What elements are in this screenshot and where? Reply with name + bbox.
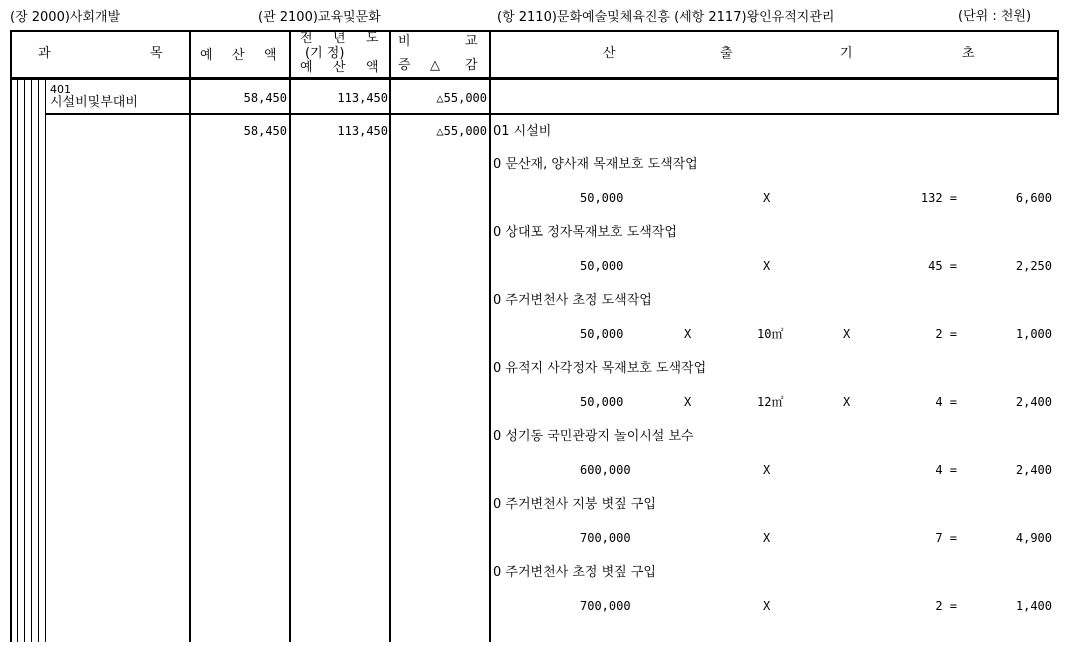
col-divider-2 (289, 30, 291, 642)
item-multiply-2: X (843, 395, 851, 409)
header-bottom-border (10, 77, 1058, 80)
header-basis-2: 출 (720, 46, 733, 61)
header-prev-top-2: 년 (333, 31, 346, 46)
header-prev-bot-3: 액 (366, 60, 379, 75)
tree-line-4 (38, 80, 39, 642)
col-divider-3 (389, 30, 391, 642)
col-divider-4 (489, 30, 491, 642)
tree-line-5 (45, 80, 46, 642)
item-total: 1,000 (1015, 327, 1052, 341)
row1-budget: 58,450 (243, 91, 287, 105)
item-title: 0 유적지 사각정자 목재보호 도색작업 (493, 361, 707, 376)
header-change-1: 증 (398, 58, 411, 73)
item-multiply: X (763, 191, 771, 205)
header-prev-top-1: 전 (300, 31, 313, 46)
row1-code: 401 (50, 83, 71, 96)
row1-bottom-border (45, 113, 1058, 115)
header-prev-top-3: 도 (366, 31, 379, 46)
item-quantity: 4 = (935, 395, 957, 409)
item-quantity: 4 = (935, 463, 957, 477)
item-total: 2,400 (1015, 463, 1052, 477)
table-right-border (1057, 30, 1059, 80)
header-prev-bot-1: 예 (300, 60, 313, 75)
item-unit-price: 600,000 (580, 463, 631, 477)
header-budget-3: 액 (264, 48, 277, 63)
item-area: 12㎡ (757, 395, 784, 409)
item-quantity: 45 = (928, 259, 957, 273)
item-multiply-1: X (684, 327, 692, 341)
row1-prev: 113,450 (337, 91, 388, 105)
item-quantity: 132 = (920, 191, 957, 205)
item-quantity: 2 = (935, 327, 957, 341)
col-divider-1 (189, 30, 191, 642)
header-prev-mid: (기 정) (305, 46, 345, 61)
tree-line-3 (31, 80, 32, 642)
item-title: 0 주거변천사 초정 도색작업 (493, 293, 652, 308)
header-basis-3: 기 (840, 46, 853, 61)
header-compare-1: 비 (398, 34, 411, 49)
item-multiply: X (763, 259, 771, 273)
table-top-border (10, 30, 1058, 32)
row2-category: 01 시설비 (493, 124, 552, 139)
header-prev-bot-2: 산 (333, 60, 346, 75)
item-title: 0 문산재, 양사재 목재보호 도색작업 (493, 157, 698, 172)
row1-right-border (1057, 80, 1059, 115)
header-budget-2: 산 (232, 48, 245, 63)
header-subject-1: 과 (38, 46, 51, 61)
chapter-label: (장 2000)사회개발 (10, 10, 121, 25)
header-subject-2: 목 (150, 46, 163, 61)
header-compare-2: 교 (465, 34, 478, 49)
item-total: 1,400 (1015, 599, 1052, 613)
section-label: (관 2100)교육및문화 (258, 10, 381, 25)
header-basis-4: 초 (962, 46, 975, 61)
item-multiply: X (763, 463, 771, 477)
item-area: 10㎡ (757, 327, 784, 341)
header-change-2: △ (430, 58, 440, 73)
item-total: 2,250 (1015, 259, 1052, 273)
header-basis-1: 산 (603, 46, 616, 61)
item-multiply: X (763, 531, 771, 545)
tree-line-1 (17, 80, 18, 642)
unit-label: (단위 : 천원) (958, 9, 1032, 24)
header-budget-1: 예 (200, 48, 213, 63)
item-total: 4,900 (1015, 531, 1052, 545)
item-title: 0 성기동 국민관광지 놀이시설 보수 (493, 429, 694, 444)
row1-name: 시설비및부대비 (50, 95, 138, 110)
item-unit-price: 50,000 (580, 259, 624, 273)
header-change-3: 감 (465, 58, 478, 73)
item-quantity: 2 = (935, 599, 957, 613)
item-label: (항 2110)문화예술및체육진흥 (세항 2117)왕인유적지관리 (497, 10, 835, 25)
item-unit-price: 700,000 (580, 599, 631, 613)
table-left-border (10, 30, 12, 642)
item-multiply-1: X (684, 395, 692, 409)
row2-budget: 58,450 (243, 124, 287, 138)
item-unit-price: 700,000 (580, 531, 631, 545)
item-quantity: 7 = (935, 531, 957, 545)
item-unit-price: 50,000 (580, 191, 624, 205)
tree-line-2 (24, 80, 25, 642)
item-title: 0 상대포 정자목재보호 도색작업 (493, 225, 677, 240)
item-total: 2,400 (1015, 395, 1052, 409)
item-unit-price: 50,000 (580, 327, 624, 341)
item-title: 0 주거변천사 지붕 볏짚 구입 (493, 497, 656, 512)
item-title: 0 주거변천사 초정 볏짚 구입 (493, 565, 656, 580)
row1-diff: △55,000 (436, 91, 487, 105)
item-unit-price: 50,000 (580, 395, 624, 409)
item-multiply: X (763, 599, 771, 613)
row2-prev: 113,450 (337, 124, 388, 138)
item-multiply-2: X (843, 327, 851, 341)
item-total: 6,600 (1015, 191, 1052, 205)
row2-diff: △55,000 (436, 124, 487, 138)
